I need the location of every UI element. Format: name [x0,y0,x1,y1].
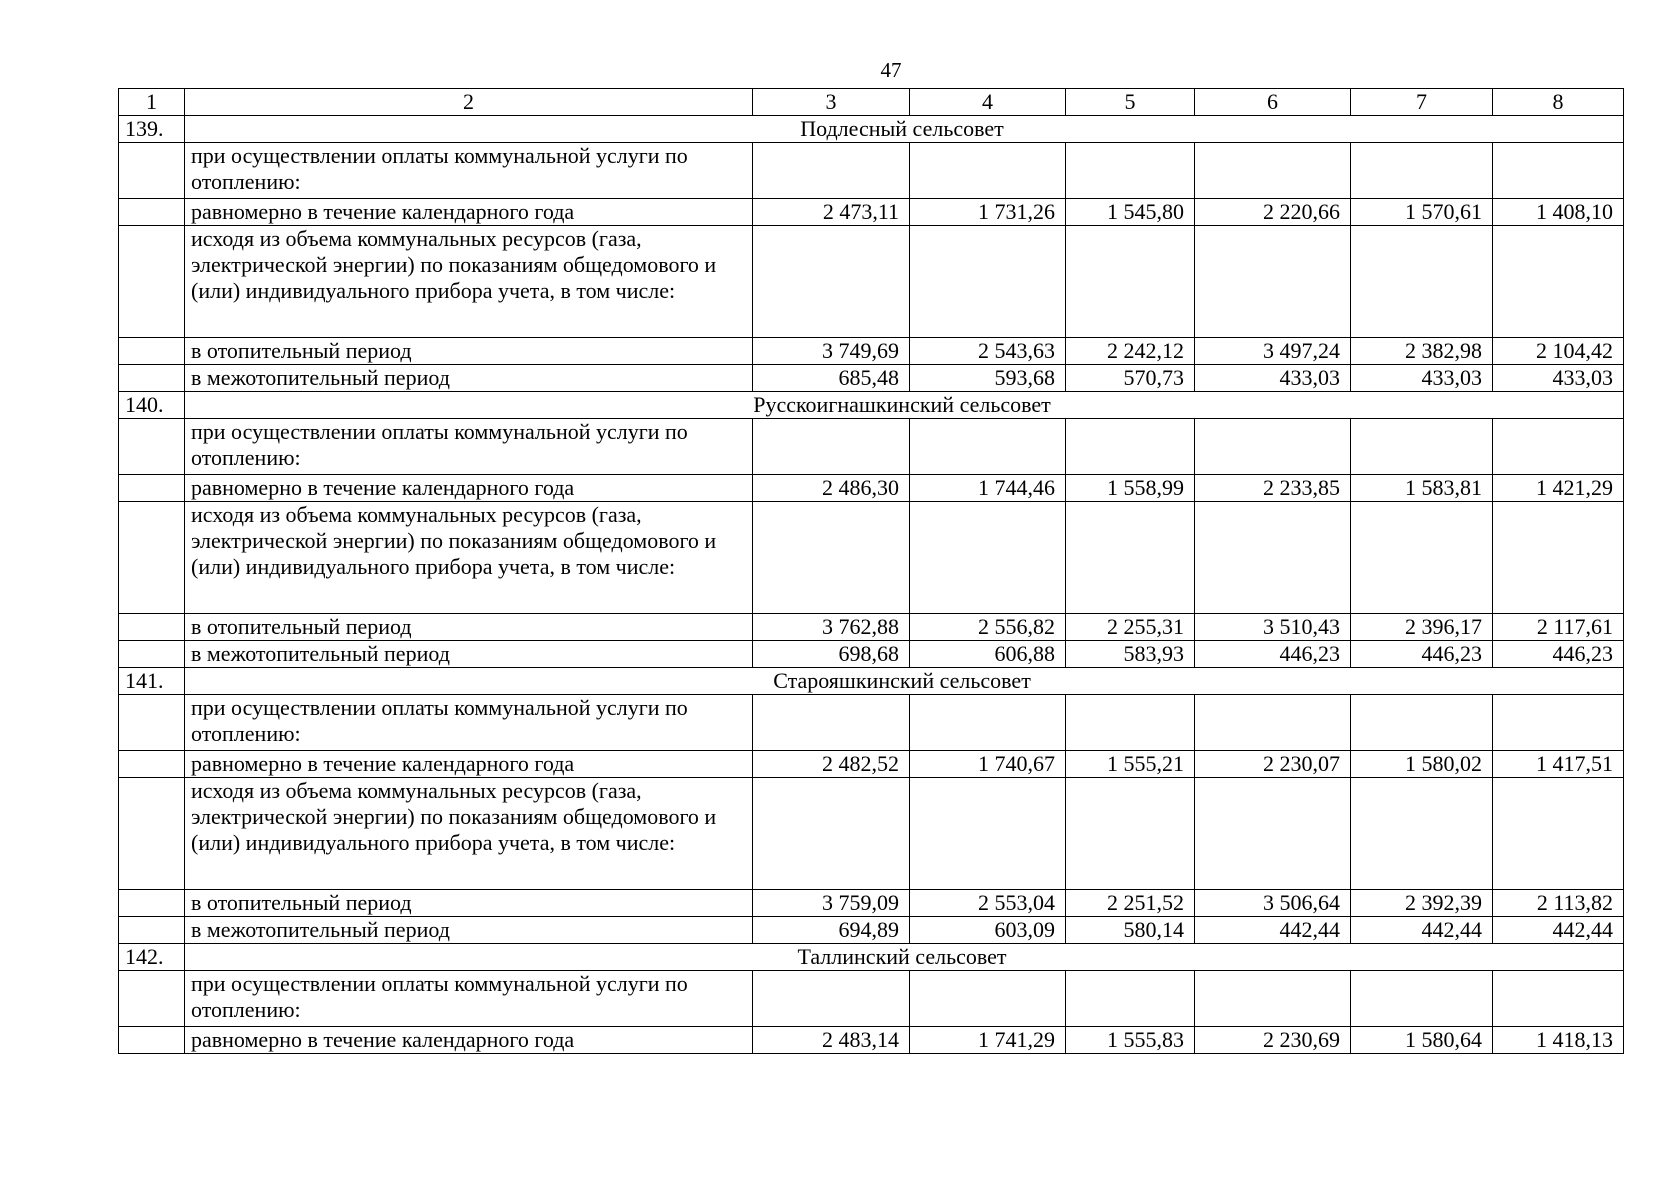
section-title: Русскоигнашкинский сельсовет [185,392,1624,419]
index-cell [119,971,185,1027]
value-cell-col-5 [1066,226,1195,338]
index-cell [119,419,185,475]
index-cell [119,199,185,226]
section-header-row [119,668,1624,695]
table-row [119,1027,1624,1054]
value-cell-col-4 [910,143,1066,199]
tariff-table [118,88,1624,1054]
row-label: равномерно в течение календарного года [185,751,753,778]
value-cell-col-6: 3 497,24 [1195,338,1351,365]
section-index: 141. [119,668,185,695]
value-cell-col-8: 1 408,10 [1493,199,1624,226]
index-cell [119,475,185,502]
table-row [119,199,1624,226]
value-cell-col-4 [910,502,1066,614]
value-cell-col-8 [1493,419,1624,475]
value-cell-col-5: 2 255,31 [1066,614,1195,641]
row-label: при осуществлении оплаты коммунальной услуги по отоплению: [185,695,753,751]
value-cell-col-8 [1493,143,1624,199]
value-cell-col-3 [753,695,910,751]
value-cell-col-6: 446,23 [1195,641,1351,668]
index-cell [119,778,185,890]
section-index: 140. [119,392,185,419]
value-cell-col-4 [910,778,1066,890]
column-number: 1 [119,89,185,116]
row-label: в межотопительный период [185,365,753,392]
page-number: 47 [880,58,902,82]
value-cell-col-5: 2 242,12 [1066,338,1195,365]
value-cell-col-8 [1493,226,1624,338]
value-cell-col-8 [1493,695,1624,751]
row-label: равномерно в течение календарного года [185,199,753,226]
value-cell-col-3: 3 762,88 [753,614,910,641]
table-row [119,890,1624,917]
row-label: исходя из объема коммунальных ресурсов (газа, электрической энергии) по показаниям общедомового и (или) индивидуального прибора учета, в том числе: [185,226,753,338]
value-cell-col-7: 1 580,64 [1351,1027,1493,1054]
value-cell-col-8: 433,03 [1493,365,1624,392]
table-row [119,971,1624,1027]
value-cell-col-7: 2 382,98 [1351,338,1493,365]
value-cell-col-4: 2 556,82 [910,614,1066,641]
index-cell [119,751,185,778]
section-index: 139. [119,116,185,143]
table-body [119,89,1624,1054]
value-cell-col-7 [1351,695,1493,751]
index-cell [119,614,185,641]
value-cell-col-4: 2 543,63 [910,338,1066,365]
value-cell-col-6: 433,03 [1195,365,1351,392]
section-index: 142. [119,944,185,971]
value-cell-col-5: 1 555,21 [1066,751,1195,778]
value-cell-col-7 [1351,226,1493,338]
value-cell-col-8: 2 113,82 [1493,890,1624,917]
value-cell-col-3 [753,971,910,1027]
value-cell-col-6 [1195,502,1351,614]
value-cell-col-4: 2 553,04 [910,890,1066,917]
value-cell-col-4 [910,226,1066,338]
table-row [119,502,1624,614]
value-cell-col-5: 583,93 [1066,641,1195,668]
row-label: при осуществлении оплаты коммунальной услуги по отоплению: [185,143,753,199]
value-cell-col-6: 2 230,69 [1195,1027,1351,1054]
value-cell-col-6 [1195,226,1351,338]
value-cell-col-7: 1 570,61 [1351,199,1493,226]
value-cell-col-8 [1493,971,1624,1027]
table-row [119,751,1624,778]
value-cell-col-7: 1 580,02 [1351,751,1493,778]
index-cell [119,890,185,917]
value-cell-col-3 [753,143,910,199]
value-cell-col-7 [1351,419,1493,475]
value-cell-col-3: 698,68 [753,641,910,668]
value-cell-col-3 [753,419,910,475]
index-cell [119,1027,185,1054]
column-number: 4 [910,89,1066,116]
table-row [119,641,1624,668]
value-cell-col-5 [1066,695,1195,751]
column-number: 3 [753,89,910,116]
value-cell-col-5 [1066,419,1195,475]
value-cell-col-3 [753,778,910,890]
column-number: 5 [1066,89,1195,116]
value-cell-col-5: 580,14 [1066,917,1195,944]
value-cell-col-6 [1195,695,1351,751]
section-header-row [119,392,1624,419]
index-cell [119,502,185,614]
value-cell-col-5: 1 545,80 [1066,199,1195,226]
column-number: 7 [1351,89,1493,116]
value-cell-col-3: 2 486,30 [753,475,910,502]
index-cell [119,695,185,751]
value-cell-col-7: 433,03 [1351,365,1493,392]
value-cell-col-8: 446,23 [1493,641,1624,668]
table-row [119,695,1624,751]
value-cell-col-5: 1 555,83 [1066,1027,1195,1054]
value-cell-col-6: 3 506,64 [1195,890,1351,917]
value-cell-col-3: 694,89 [753,917,910,944]
value-cell-col-5 [1066,971,1195,1027]
value-cell-col-8: 2 117,61 [1493,614,1624,641]
index-cell [119,143,185,199]
row-label: в отопительный период [185,890,753,917]
value-cell-col-6 [1195,971,1351,1027]
value-cell-col-4 [910,419,1066,475]
section-title: Старояшкинский сельсовет [185,668,1624,695]
value-cell-col-7 [1351,143,1493,199]
value-cell-col-5: 2 251,52 [1066,890,1195,917]
row-label: в отопительный период [185,338,753,365]
row-label: в межотопительный период [185,641,753,668]
column-number: 8 [1493,89,1624,116]
value-cell-col-6 [1195,419,1351,475]
value-cell-col-6 [1195,143,1351,199]
table-row [119,778,1624,890]
value-cell-col-4: 1 741,29 [910,1027,1066,1054]
row-label: при осуществлении оплаты коммунальной услуги по отоплению: [185,971,753,1027]
section-header-row [119,116,1624,143]
value-cell-col-6: 2 230,07 [1195,751,1351,778]
section-title: Таллинский сельсовет [185,944,1624,971]
column-number: 6 [1195,89,1351,116]
value-cell-col-8: 1 418,13 [1493,1027,1624,1054]
row-label: при осуществлении оплаты коммунальной услуги по отоплению: [185,419,753,475]
index-cell [119,917,185,944]
value-cell-col-6: 442,44 [1195,917,1351,944]
value-cell-col-4: 1 740,67 [910,751,1066,778]
row-label: исходя из объема коммунальных ресурсов (газа, электрической энергии) по показаниям общедомового и (или) индивидуального прибора учета, в том числе: [185,778,753,890]
value-cell-col-8: 1 417,51 [1493,751,1624,778]
value-cell-col-6 [1195,778,1351,890]
table-row [119,338,1624,365]
value-cell-col-4: 603,09 [910,917,1066,944]
value-cell-col-3: 3 749,69 [753,338,910,365]
value-cell-col-6: 3 510,43 [1195,614,1351,641]
value-cell-col-3: 2 482,52 [753,751,910,778]
table-row [119,614,1624,641]
table-row [119,143,1624,199]
index-cell [119,338,185,365]
value-cell-col-5: 570,73 [1066,365,1195,392]
value-cell-col-3: 685,48 [753,365,910,392]
value-cell-col-8: 1 421,29 [1493,475,1624,502]
value-cell-col-3 [753,226,910,338]
value-cell-col-7: 2 396,17 [1351,614,1493,641]
value-cell-col-5 [1066,143,1195,199]
table-row [119,365,1624,392]
value-cell-col-3: 3 759,09 [753,890,910,917]
section-title: Подлесный сельсовет [185,116,1624,143]
value-cell-col-7 [1351,971,1493,1027]
value-cell-col-5 [1066,502,1195,614]
value-cell-col-6: 2 220,66 [1195,199,1351,226]
value-cell-col-8 [1493,778,1624,890]
index-cell [119,365,185,392]
value-cell-col-7: 2 392,39 [1351,890,1493,917]
column-number-row [119,89,1624,116]
value-cell-col-8 [1493,502,1624,614]
value-cell-col-4: 1 744,46 [910,475,1066,502]
row-label: равномерно в течение календарного года [185,1027,753,1054]
value-cell-col-4 [910,971,1066,1027]
row-label: равномерно в течение календарного года [185,475,753,502]
row-label: исходя из объема коммунальных ресурсов (газа, электрической энергии) по показаниям общедомового и (или) индивидуального прибора учета, в том числе: [185,502,753,614]
column-number: 2 [185,89,753,116]
value-cell-col-7 [1351,502,1493,614]
value-cell-col-3 [753,502,910,614]
value-cell-col-6: 2 233,85 [1195,475,1351,502]
table-row [119,475,1624,502]
index-cell [119,641,185,668]
table-row [119,226,1624,338]
value-cell-col-4 [910,695,1066,751]
value-cell-col-4: 1 731,26 [910,199,1066,226]
value-cell-col-7: 446,23 [1351,641,1493,668]
row-label: в межотопительный период [185,917,753,944]
table-row [119,917,1624,944]
value-cell-col-3: 2 483,14 [753,1027,910,1054]
index-cell [119,226,185,338]
value-cell-col-7: 1 583,81 [1351,475,1493,502]
value-cell-col-8: 442,44 [1493,917,1624,944]
value-cell-col-4: 593,68 [910,365,1066,392]
value-cell-col-5 [1066,778,1195,890]
section-header-row [119,944,1624,971]
value-cell-col-4: 606,88 [910,641,1066,668]
row-label: в отопительный период [185,614,753,641]
value-cell-col-5: 1 558,99 [1066,475,1195,502]
value-cell-col-7: 442,44 [1351,917,1493,944]
table-row [119,419,1624,475]
value-cell-col-8: 2 104,42 [1493,338,1624,365]
value-cell-col-7 [1351,778,1493,890]
value-cell-col-3: 2 473,11 [753,199,910,226]
